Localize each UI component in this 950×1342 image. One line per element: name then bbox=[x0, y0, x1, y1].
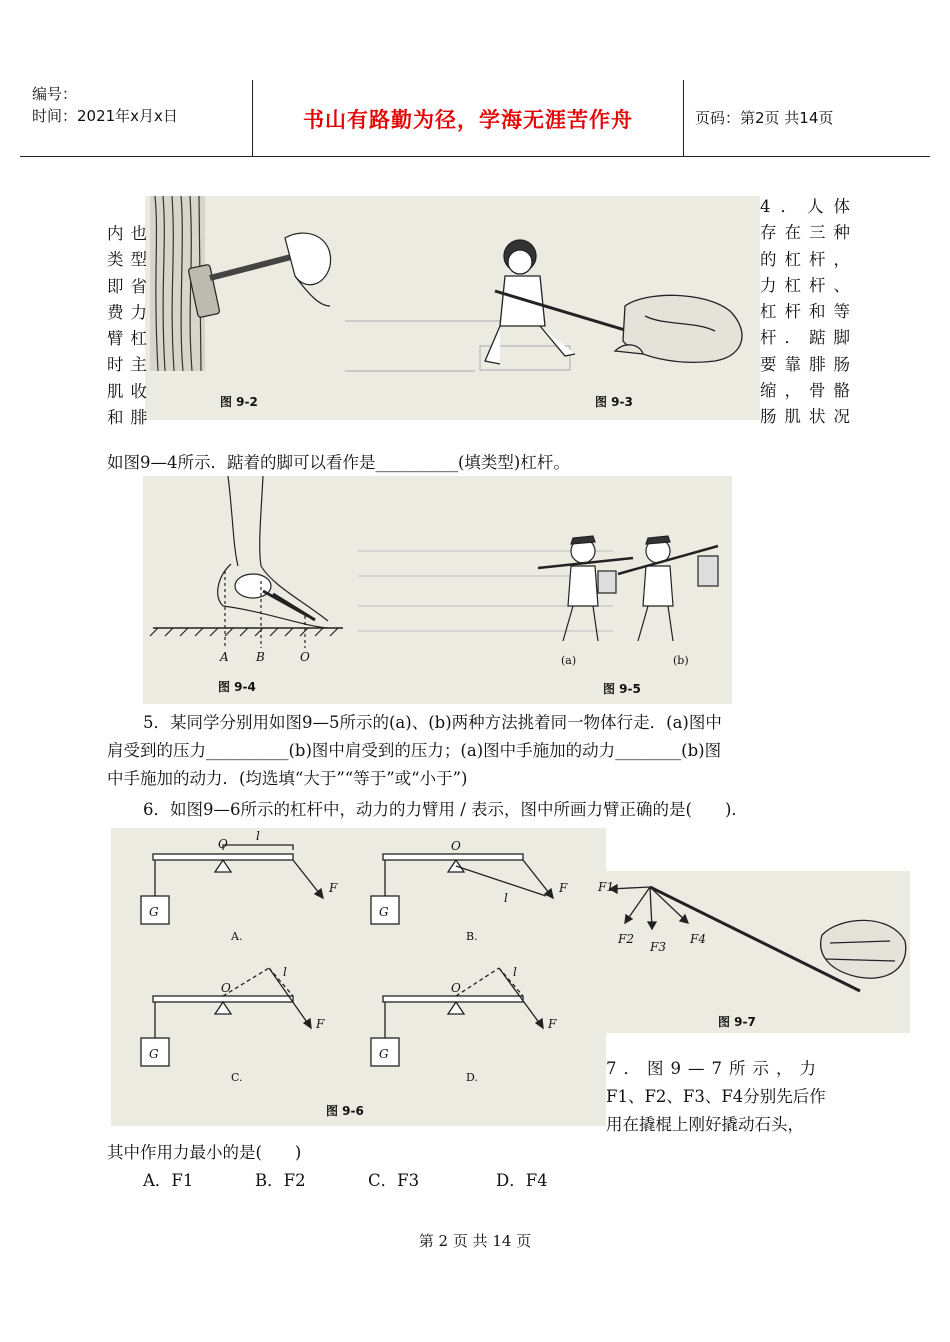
q7-tail: 其中作用力最小的是( ) bbox=[107, 1143, 302, 1162]
fig-9-4-point-a: A bbox=[220, 650, 229, 664]
q4-last-line: 如图9—4所示．踮着的脚可以看作是__________(填类型)杠杆。 bbox=[107, 453, 570, 472]
q4-right-line: 力杠杆、 bbox=[760, 275, 850, 295]
q4-left-line: 和腓 bbox=[107, 408, 147, 428]
q4-left-line: 内也 bbox=[107, 224, 147, 243]
fig-9-6-arm-l: l bbox=[256, 829, 260, 843]
page-footer: 第 2 页 共 14 页 bbox=[418, 1232, 532, 1250]
fig-9-6-pivot-o: O bbox=[451, 839, 461, 853]
fig-9-6-caption: 图 9-6 bbox=[326, 1104, 364, 1118]
fig-9-6-weight-g: G bbox=[149, 1047, 159, 1061]
doc-time-label: 时间：2021年x月x日 bbox=[32, 107, 178, 125]
q4-right-column bbox=[760, 194, 850, 431]
q4-right-line: 缩，骨骼 bbox=[760, 381, 850, 401]
q5-line-1: 5．某同学分别用如图9—5所示的(a)、(b)两种方法挑着同一物体行走．(a)图中 bbox=[143, 713, 722, 732]
q4-right-line: 存在三种 bbox=[760, 223, 850, 243]
fig-9-6-force-f: F bbox=[559, 881, 568, 895]
fig-9-6-option-b: B. bbox=[466, 930, 478, 943]
q4-left-line: 臂杠 bbox=[107, 329, 147, 349]
header-motto-cell bbox=[252, 80, 684, 156]
fig-9-6-force-f: F bbox=[316, 1017, 325, 1031]
q5-line-2: 肩受到的压力__________(b)图中肩受到的压力；(a)图中手施加的动力________(b)图 bbox=[107, 741, 722, 760]
q4-right-line: 的杠杆， bbox=[760, 249, 850, 269]
fig-9-6-pivot-o: O bbox=[451, 981, 461, 995]
header-page-cell bbox=[683, 80, 930, 156]
q7-option-a: A．F1 bbox=[143, 1171, 194, 1190]
fig-9-7-force-f1: F1 bbox=[598, 880, 614, 894]
fig-9-6-weight-g: G bbox=[379, 905, 389, 919]
fig-9-4-point-b: B bbox=[256, 650, 265, 664]
fig-9-7-force-f4: F4 bbox=[690, 932, 706, 946]
q4-right-line: 杠杆和等 bbox=[760, 302, 850, 322]
fig-9-6-arm-l: l bbox=[283, 965, 287, 979]
fig-9-6-option-d: D. bbox=[466, 1071, 478, 1084]
fig-9-6-option-c: C. bbox=[231, 1071, 243, 1084]
fig-9-6-weight-g: G bbox=[379, 1047, 389, 1061]
lever-option-a bbox=[141, 845, 323, 924]
rock-drawing bbox=[615, 295, 742, 362]
page-header bbox=[20, 80, 930, 157]
q7-line: 7．图9—7所示，力 bbox=[606, 1059, 823, 1078]
fig-9-6-arm-l: l bbox=[513, 965, 517, 979]
boy-carrying-b-drawing bbox=[618, 536, 718, 641]
q7-option-c: C．F3 bbox=[368, 1171, 420, 1190]
q5-line-3: 中手施加的动力．(均选填“大于”“等于”或“小于”) bbox=[107, 769, 468, 788]
fig-9-5-label-a: (a) bbox=[561, 654, 577, 667]
hammer-drawing bbox=[188, 233, 331, 318]
fig-9-7-force-f2: F2 bbox=[618, 932, 634, 946]
q4-left-line: 肌收 bbox=[107, 381, 147, 401]
q4-right-line: 肠肌状况 bbox=[760, 407, 850, 427]
faded-table-lines bbox=[345, 321, 570, 371]
figure-9-7 bbox=[590, 871, 910, 1033]
fig-9-4-point-o: O bbox=[300, 650, 310, 664]
fig-9-6-force-f: F bbox=[548, 1017, 557, 1031]
fig-9-6-weight-g: G bbox=[149, 905, 159, 919]
boy-carrying-a-drawing bbox=[538, 536, 633, 641]
foot-skeleton-drawing bbox=[150, 476, 343, 648]
figure-9-6 bbox=[111, 828, 606, 1126]
fig-9-7-caption: 图 9-7 bbox=[718, 1015, 756, 1029]
q7-option-b: B．F2 bbox=[255, 1171, 306, 1190]
figure-9-2-9-3 bbox=[145, 196, 760, 420]
fig-9-6-pivot-o: O bbox=[218, 837, 228, 851]
fig-9-6-arm-l: l bbox=[504, 891, 508, 905]
q7-line: 用在撬棍上刚好撬动石头， bbox=[606, 1115, 804, 1134]
doc-number-label: 编号： bbox=[32, 85, 78, 103]
q4-left-line: 费力 bbox=[107, 302, 147, 322]
boy-prying-drawing bbox=[485, 240, 645, 364]
fig-9-5-label-b: (b) bbox=[673, 654, 689, 667]
q7-line: F1、F2、F3、F4分别先后作 bbox=[606, 1087, 826, 1106]
q4-left-column bbox=[107, 221, 147, 431]
q4-left-line: 时主 bbox=[107, 355, 147, 375]
fig-9-7-force-f3: F3 bbox=[650, 940, 666, 954]
q4-right-line: 4．人体 bbox=[760, 197, 850, 216]
q4-right-line: 杆．踮脚 bbox=[760, 328, 850, 348]
fig-9-3-caption: 图 9-3 bbox=[595, 395, 633, 409]
fig-9-6-option-a: A. bbox=[231, 930, 243, 943]
q7-wrapped-text bbox=[606, 1055, 846, 1139]
fig-9-5-caption: 图 9-5 bbox=[603, 682, 641, 696]
figure-9-4-9-5 bbox=[143, 476, 732, 704]
q4-left-line: 类型 bbox=[107, 250, 147, 270]
fig-9-6-force-f: F bbox=[329, 881, 338, 895]
lever-option-b bbox=[371, 854, 553, 924]
fig-9-6-pivot-o: O bbox=[221, 981, 231, 995]
q6-stem: 6．如图9—6所示的杠杆中，动力的力臂用 / 表示，图中所画力臂正确的是( )． bbox=[143, 800, 748, 819]
motto-text: 书山有路勤为径，学海无涯苦作舟 bbox=[303, 108, 633, 132]
q7-option-d: D．F4 bbox=[496, 1171, 548, 1190]
fig-9-2-caption: 图 9-2 bbox=[220, 395, 258, 409]
page-number-label: 页码：第2页 共14页 bbox=[695, 109, 834, 127]
q4-left-line: 即省 bbox=[107, 276, 147, 296]
q4-right-line: 要靠腓肠 bbox=[760, 354, 850, 374]
header-info-cell bbox=[20, 80, 252, 156]
fig-9-4-caption: 图 9-4 bbox=[218, 680, 256, 694]
